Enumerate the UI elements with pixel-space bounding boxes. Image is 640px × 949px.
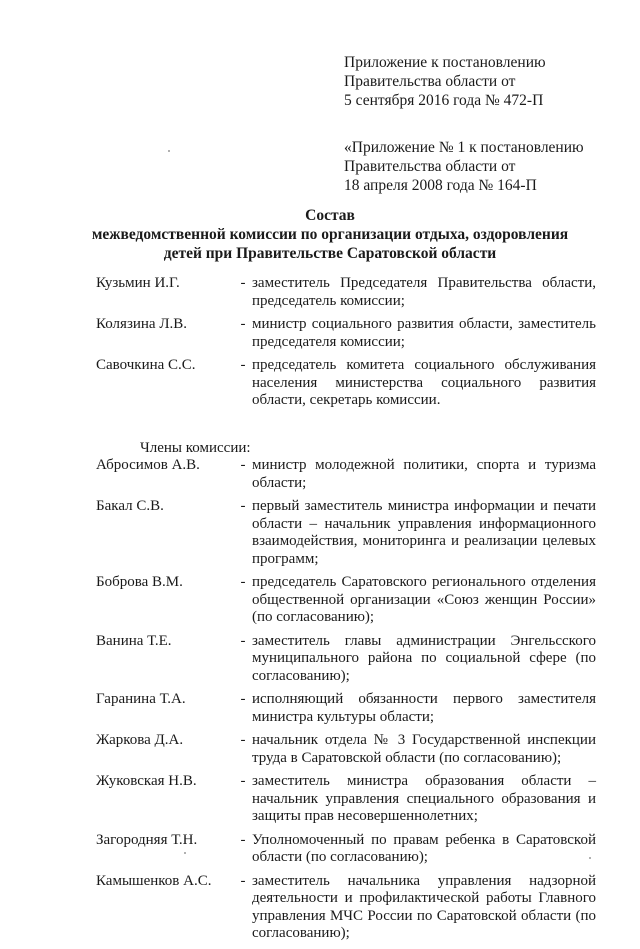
member-row: [96, 732, 596, 767]
member-row: [96, 498, 596, 568]
title-line: детей при Правительстве Саратовской области: [163, 245, 497, 262]
member-row: [96, 773, 596, 826]
member-role: председатель Саратовского регионального отделения общественной организации «Союз женщин России» (по согласованию);: [252, 574, 596, 625]
member-role: заместитель главы администрации Энгельсского муниципального района по социальной сфере (по согласованию);: [252, 632, 596, 684]
member-dash: -: [240, 632, 246, 649]
member-row: [96, 574, 596, 627]
member-role: заместитель Председателя Правительства области, председатель комиссии;: [252, 275, 596, 309]
member-name: Боброва В.М.: [96, 574, 183, 590]
member-dash: -: [240, 498, 246, 514]
member-row: [96, 357, 596, 410]
member-dash: -: [240, 574, 246, 590]
approval-line: Правительства области от: [344, 73, 516, 90]
member-name: Жаркова Д.А.: [96, 732, 184, 748]
member-name: Кузьмин И.Г.: [96, 275, 180, 291]
appendix-line: «Приложение № 1 к постановлению: [344, 139, 584, 156]
title-line: межведомственной комиссии по организации отдыха, оздоровления: [91, 226, 569, 243]
title-line: Состав: [305, 207, 355, 224]
member-role: заместитель министра образования области – начальник управления специального образования и защиты прав несовершеннолетних;: [252, 773, 596, 824]
member-role: заместитель начальника управления надзорной деятельности и профилактической работы Главного управления МЧС России по Саратовской области (по согласованию);: [252, 872, 596, 941]
scan-speck: [184, 852, 186, 854]
member-name: Бакал С.В.: [96, 498, 164, 514]
member-row: [96, 275, 596, 310]
member-dash: -: [240, 732, 246, 748]
member-row: [96, 691, 596, 726]
member-name: Жуковская Н.В.: [96, 773, 197, 789]
member-name: Гаранина Т.А.: [96, 691, 186, 707]
member-dash: -: [240, 831, 246, 848]
approval-line: Приложение к постановлению: [344, 54, 546, 71]
member-name: Савочкина С.С.: [96, 357, 196, 373]
member-row: [96, 873, 596, 943]
member-name: Абросимов А.В.: [96, 457, 200, 473]
member-name: Загородняя Т.Н.: [96, 831, 198, 848]
member-role: начальник отдела № 3 Государственной инспекции труда в Саратовской области (по согласованию);: [252, 732, 596, 766]
approval-line: 5 сентября 2016 года № 472-П: [344, 92, 544, 109]
scan-speck: [589, 857, 591, 859]
members-section-label: Члены комиссии:: [140, 439, 251, 456]
member-role: председатель комитета социального обслуживания населения министерства социального развития области, секретарь комиссии.: [252, 357, 596, 408]
member-dash: -: [240, 316, 246, 332]
member-row: [96, 633, 596, 686]
member-dash: -: [240, 357, 246, 373]
member-dash: -: [240, 773, 246, 789]
member-row: [96, 316, 596, 351]
member-dash: -: [240, 457, 246, 473]
member-row: [96, 832, 596, 867]
member-row: [96, 457, 596, 492]
scan-speck: [168, 150, 170, 152]
member-dash: -: [240, 691, 246, 707]
member-name: Ванина Т.Е.: [96, 632, 172, 649]
member-role: первый заместитель министра информации и печати области – начальник управления информационного взаимодействия, мониторинга и реализации целевых программ;: [252, 498, 596, 567]
commission-list: [96, 275, 596, 949]
member-dash: -: [240, 872, 246, 889]
document-title: [60, 206, 600, 263]
member-name: Камышенков А.С.: [96, 872, 212, 889]
member-name: Колязина Л.В.: [96, 316, 188, 332]
approval-reference: [344, 53, 614, 110]
appendix-line: Правительства области от: [344, 158, 516, 175]
member-role: Уполномоченный по правам ребенка в Саратовской области (по согласованию);: [252, 831, 596, 865]
member-dash: -: [240, 275, 246, 291]
member-role: исполняющий обязанности первого заместителя министра культуры области;: [252, 691, 596, 725]
member-role: министр социального развития области, заместитель председателя комиссии;: [252, 316, 596, 350]
appendix-line: 18 апреля 2008 года № 164-П: [344, 177, 537, 194]
member-role: министр молодежной политики, спорта и туризма области;: [252, 457, 596, 491]
appendix-reference: [344, 138, 614, 195]
